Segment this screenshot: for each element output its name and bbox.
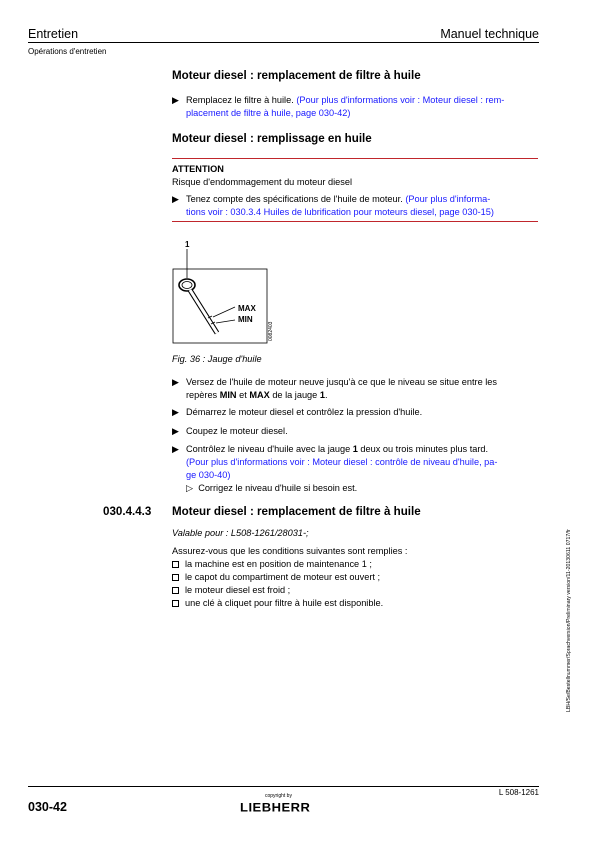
- step-text-and: et: [236, 390, 250, 400]
- footer-divider: [28, 786, 539, 787]
- attention-risk: Risque d'endommagement du moteur diesel: [172, 177, 352, 187]
- bullet-arrow-icon: ▶: [172, 95, 179, 105]
- conditions-intro: Assurez-vous que les conditions suivantes sont remplies :: [172, 546, 408, 556]
- side-reference-text: LBH/Se/Bestellnummer/Sprachversion/Preliminary version/11-20130611 0717/fr: [566, 529, 572, 712]
- step-text-gauge: de la jauge: [269, 390, 320, 400]
- cross-reference-link[interactable]: (Pour plus d'informa-: [405, 194, 491, 204]
- step-text: Contrôlez le niveau d'huile avec la jauge: [186, 444, 353, 454]
- cross-reference-link-cont[interactable]: placement de filtre à huile, page 030-42): [186, 108, 351, 118]
- figure-caption: Fig. 36 : Jauge d'huile: [172, 354, 262, 364]
- gauge-ref: 1: [319, 390, 325, 400]
- step-text-end: .: [324, 390, 328, 400]
- checkbox-icon: [172, 561, 179, 568]
- bullet-arrow-icon: ▶: [172, 407, 179, 417]
- header-manual-title: Manuel technique: [440, 27, 539, 41]
- bullet-arrow-icon: ▶: [172, 194, 179, 204]
- validity-note: Valable pour : L508-1261/28031-;: [172, 528, 309, 538]
- min-ref: MIN: [219, 390, 237, 400]
- dipstick-figure: [172, 238, 282, 348]
- model-number: L 508-1261: [498, 788, 539, 797]
- figure-callout: 1: [185, 240, 190, 249]
- checkbox-icon: [172, 600, 179, 607]
- checklist-item: [172, 558, 383, 571]
- gauge-ref: 1: [352, 444, 358, 454]
- checkbox-icon: [172, 574, 179, 581]
- attention-top-rule: [172, 158, 538, 159]
- checklist-text: le moteur diesel est froid ;: [185, 585, 291, 595]
- cross-reference-link-cont[interactable]: tions voir : 030.3.4 Huiles de lubrification pour moteurs diesel, page 030-15): [186, 207, 494, 217]
- item-text: Remplacez le filtre à huile.: [186, 95, 294, 105]
- section-number: 030.4.4.3: [103, 505, 152, 518]
- section-heading-filter-replace-2: Moteur diesel : remplacement de filtre à huile: [172, 505, 421, 518]
- step-text: Versez de l'huile de moteur neuve jusqu'à ce que le niveau se situe entre les: [186, 377, 497, 387]
- checklist-text: une clé à cliquet pour filtre à huile est disponible.: [185, 598, 384, 608]
- step-text-cont: repères: [186, 390, 220, 400]
- step-text: Démarrez le moteur diesel et contrôlez la pression d'huile.: [186, 407, 423, 417]
- attention-bottom-rule: [172, 221, 538, 222]
- header-subtitle: Opérations d'entretien: [28, 47, 107, 56]
- result-arrow-icon: ▷: [186, 483, 194, 493]
- conditions-checklist: [172, 558, 383, 610]
- min-mark-label: MIN: [238, 315, 253, 324]
- checklist-item: [172, 597, 383, 610]
- result-text: Corrigez le niveau d'huile si besoin est.: [198, 483, 358, 493]
- cross-reference-link-cont[interactable]: ge 030-40): [186, 470, 231, 480]
- dipstick-drawing: [172, 238, 282, 348]
- section-heading-oil-fill: Moteur diesel : remplissage en huile: [172, 132, 372, 145]
- bullet-arrow-icon: ▶: [172, 444, 179, 454]
- step-text: Coupez le moteur diesel.: [186, 426, 288, 436]
- bullet-arrow-icon: ▶: [172, 426, 179, 436]
- brand-logo: LIEBHERR: [240, 800, 311, 815]
- figure-code: 0082403: [268, 321, 274, 341]
- header-divider: [28, 42, 539, 43]
- checklist-item: [172, 571, 383, 584]
- page-number: 030-42: [28, 800, 67, 814]
- checklist-text: le capot du compartiment de moteur est ouvert ;: [185, 572, 381, 582]
- checklist-item: [172, 584, 383, 597]
- checklist-text: la machine est en position de maintenance 1 ;: [185, 559, 372, 569]
- attention-label: ATTENTION: [172, 164, 224, 174]
- bullet-arrow-icon: ▶: [172, 377, 179, 387]
- checkbox-icon: [172, 587, 179, 594]
- max-ref: MAX: [249, 390, 270, 400]
- section-heading-filter-replace: Moteur diesel : remplacement de filtre à huile: [172, 69, 421, 82]
- step-text-cont: deux ou trois minutes plus tard.: [357, 444, 489, 454]
- header-section-title: Entretien: [28, 27, 79, 41]
- item-text: Tenez compte des spécifications de l'huile de moteur.: [186, 194, 403, 204]
- copyright-text: copyright by: [265, 793, 292, 799]
- cross-reference-link[interactable]: (Pour plus d'informations voir : Moteur diesel : contrôle de niveau d'huile, pa-: [186, 457, 498, 467]
- max-mark-label: MAX: [238, 304, 256, 313]
- cross-reference-link[interactable]: (Pour plus d'informations voir : Moteur diesel : rem-: [296, 95, 505, 105]
